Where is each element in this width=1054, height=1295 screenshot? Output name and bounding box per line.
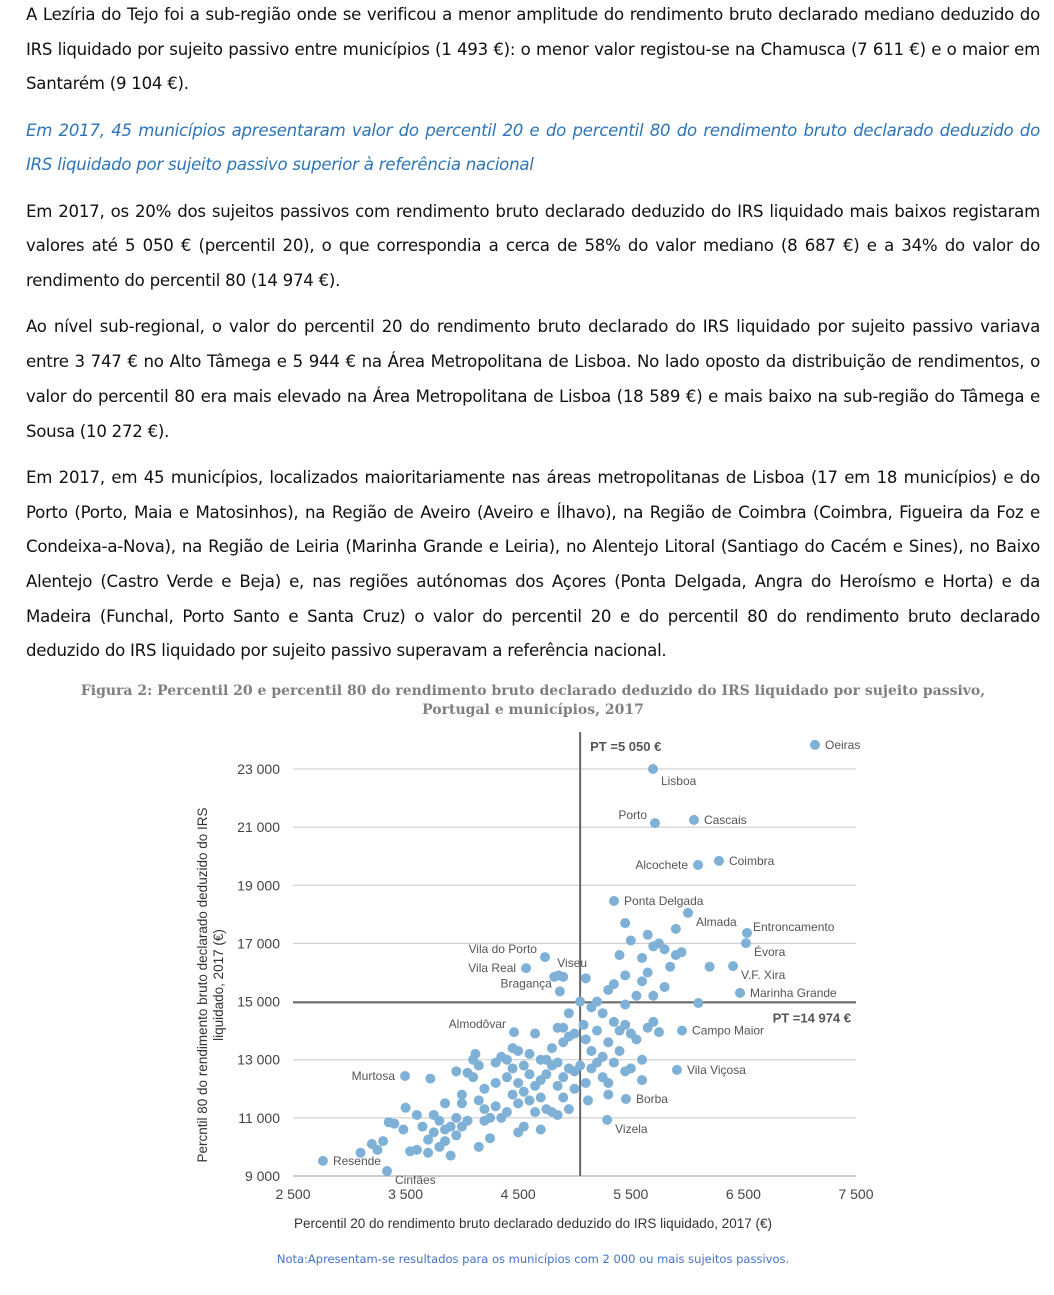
y-tick-label: 17 000 (237, 935, 280, 952)
data-point (609, 1058, 619, 1068)
data-point (592, 997, 602, 1007)
data-point (491, 1058, 501, 1068)
data-point (575, 1061, 585, 1071)
data-point (553, 1023, 563, 1033)
data-point (434, 1116, 444, 1126)
data-point (485, 1113, 495, 1123)
data-point-vizela (602, 1115, 612, 1125)
paragraph: Ao nível sub-regional, o valor do percentil 20 do rendimento bruto declarado do IRS liquidado por sujeito passivo variava entre 3 747 € no Alto Tâmega e 5 944 € na Área Metropolitana de Lisboa. No lado oposto da distribuição de rendimentos, o valor do percentil 80 era mais elevado na Área Metropolitana de Lisboa (18 589 €) e mais baixo na sub-região do Tâmega e Sousa (10 272 €). (26, 317, 1040, 441)
y-tick-label: 11 000 (238, 1109, 280, 1126)
data-point (451, 1066, 461, 1076)
data-point (586, 1046, 596, 1056)
point-label: Vizela (615, 1121, 648, 1136)
data-point (643, 930, 653, 940)
reference-x-label: PT =5 050 € (590, 739, 662, 754)
data-point-almod-var (509, 1027, 519, 1037)
point-label: Cinfães (395, 1173, 436, 1188)
data-point-vila-do-porto (540, 952, 550, 962)
data-point (541, 1055, 551, 1065)
point-label: Viseu (557, 955, 588, 970)
data-point (530, 1029, 540, 1039)
data-point (541, 1069, 551, 1079)
data-point (425, 1074, 435, 1084)
figure-note: Nota:Apresentam-se resultados para os municípios com 2 000 ou mais sujeitos passivos. (276, 1252, 790, 1266)
data-point (609, 1017, 619, 1027)
data-point (524, 1069, 534, 1079)
y-axis-title-line-1: Percntil 80 do rendimento bruto declarado deduzido do IRS (195, 807, 210, 1163)
data-point (581, 973, 591, 983)
data-point (423, 1148, 433, 1158)
x-tick-label: 4 500 (500, 1186, 536, 1202)
data-point (637, 1055, 647, 1065)
data-point (491, 1078, 501, 1088)
point-label: Coimbra (728, 853, 775, 868)
point-label: Murtosa (351, 1068, 396, 1083)
point-label: Oeiras (825, 737, 861, 752)
data-point-bragan-a (555, 986, 565, 996)
data-point (474, 1095, 484, 1105)
data-point-marinha-grande (735, 988, 745, 998)
y-tick-label: 15 000 (237, 993, 280, 1010)
data-point (570, 1084, 580, 1094)
data-point (524, 1049, 534, 1059)
data-point (553, 1110, 563, 1120)
data-point (637, 976, 647, 986)
data-point-cascais (689, 815, 699, 825)
data-point (648, 991, 658, 1001)
caption-line-1: Figura 2: Percentil 20 e percentil 80 do rendimento bruto declarado deduzido do IRS liquidado por sujeito passivo, (80, 683, 986, 699)
data-point-alcochete (693, 860, 703, 870)
data-point (643, 968, 653, 978)
data-point-lisboa (648, 764, 658, 774)
data-point (412, 1145, 422, 1155)
data-point (508, 1090, 518, 1100)
data-point (637, 1075, 647, 1085)
data-point (615, 950, 625, 960)
data-point (479, 1104, 489, 1114)
data-point (474, 1142, 484, 1152)
point-label: Vila Real (468, 961, 517, 976)
data-point (547, 1043, 557, 1053)
caption-line-2: Portugal e municípios, 2017 (422, 702, 644, 718)
data-point (463, 1116, 473, 1126)
data-point (631, 991, 641, 1001)
data-point (620, 999, 630, 1009)
data-point-entroncamento (742, 928, 752, 938)
data-point (564, 1104, 574, 1114)
data-point (581, 1078, 591, 1088)
x-tick-label: 6 500 (725, 1186, 761, 1202)
point-label: Alcochete (635, 857, 689, 872)
point-label: Évora (753, 945, 786, 960)
data-point (581, 1034, 591, 1044)
data-point (502, 1107, 512, 1117)
data-point-almada (683, 908, 693, 918)
data-point (530, 1107, 540, 1117)
point-label: Almodôvar (448, 1017, 507, 1032)
data-point--vora (741, 938, 751, 948)
data-point (502, 1055, 512, 1065)
point-label: Porto (618, 808, 648, 823)
data-point (615, 1046, 625, 1056)
y-tick-label: 23 000 (237, 761, 280, 778)
data-point-cinf-es (382, 1166, 392, 1176)
data-point (508, 1063, 518, 1073)
data-point-borba (621, 1094, 631, 1104)
point-label: Almada (696, 914, 737, 929)
data-point (609, 979, 619, 989)
reference-y-label: PT =14 974 € (772, 1010, 851, 1026)
data-point (440, 1136, 450, 1146)
data-point-v-f-xira (728, 961, 738, 971)
data-point (446, 1151, 456, 1161)
paragraph: Em 2017, em 45 municípios, localizados maioritariamente nas áreas metropolitanas de Lisboa (17 em 18 municípios) e do Porto (Porto, Maia e Matosinhos), na Região de Aveiro (Aveiro e Ílhavo), na Região de Coimbra (Coimbra, Figueira da Foz e Condeixa-a-Nova), na Região de Leiria (Marinha Grande e Leiria), no Alentejo Litoral (Santiago do Cacém e Sines), no Baixo Alentejo (Castro Verde e Beja) e, nas regiões autónomas dos Açores (Ponta Delgada, Angra do Heroísmo e Horta) e da Madeira (Funchal, Porto Santo e Santa Cruz) o valor do percentil 20 e do percentil 80 do rendimento bruto declarado deduzido do IRS liquidado por sujeito passivo superavam a referência nacional. (26, 467, 1040, 661)
data-point (558, 1093, 568, 1103)
data-point (513, 1098, 523, 1108)
data-point-ponta-delgada (609, 896, 619, 906)
data-point (446, 1122, 456, 1132)
data-point (513, 1046, 523, 1056)
data-point (583, 1095, 593, 1105)
data-point (693, 998, 703, 1008)
point-label: Lisboa (660, 774, 697, 789)
point-label: Vila Viçosa (686, 1062, 746, 1077)
data-point (631, 1034, 641, 1044)
data-point-resende (318, 1156, 328, 1166)
point-label: Resende (332, 1153, 381, 1168)
data-point (579, 1020, 589, 1030)
x-tick-label: 3 500 (388, 1186, 424, 1202)
data-point (417, 1122, 427, 1132)
data-point (553, 1058, 563, 1068)
y-axis-title-line-2: liquidado, 2017 (€) (211, 929, 226, 1041)
data-point-murtosa (400, 1071, 410, 1081)
point-label: Marinha Grande (750, 985, 837, 1000)
data-point (575, 997, 585, 1007)
data-point (502, 1072, 512, 1082)
point-label: Campo Maior (692, 1023, 765, 1038)
data-point (654, 1027, 664, 1037)
data-point (570, 1029, 580, 1039)
data-point (457, 1090, 467, 1100)
data-point-campo-maior (677, 1026, 687, 1036)
section-heading: Em 2017, 45 municípios apresentaram valor do percentil 20 e do percentil 80 do rendimento bruto declarado deduzido do IRS liquidado por sujeito passivo superior à referência nacional (26, 120, 1040, 175)
data-point (660, 944, 670, 954)
point-label: V.F. Xira (741, 968, 786, 983)
data-point (524, 1095, 534, 1105)
data-point (474, 1061, 484, 1071)
x-axis-title: Percentil 20 do rendimento bruto declarado deduzido do IRS liquidado, 2017 (€) (293, 1216, 773, 1231)
y-tick-label: 19 000 (237, 877, 280, 894)
x-tick-label: 2 500 (275, 1186, 311, 1202)
x-tick-label: 5 500 (613, 1186, 649, 1202)
x-tick-label: 7 500 (838, 1186, 874, 1202)
point-label: Entroncamento (753, 919, 835, 934)
data-point (603, 1078, 613, 1088)
data-point (660, 982, 670, 992)
data-point (620, 1020, 630, 1030)
data-point (598, 1052, 608, 1062)
point-label: Ponta Delgada (624, 893, 704, 908)
data-point (468, 1072, 478, 1082)
data-point (626, 936, 636, 946)
data-point (440, 1098, 450, 1108)
data-point (558, 1072, 568, 1082)
data-point-oeiras (810, 740, 820, 750)
data-point (485, 1133, 495, 1143)
data-point-vila-vi-osa (672, 1065, 682, 1075)
data-point-viseu (558, 972, 568, 982)
data-point (479, 1084, 489, 1094)
data-point (564, 1008, 574, 1018)
y-tick-label: 9 000 (244, 1168, 280, 1184)
data-point (536, 1093, 546, 1103)
data-point (470, 1049, 480, 1059)
data-point (676, 947, 686, 957)
data-point (451, 1130, 461, 1140)
data-point (553, 1081, 563, 1091)
data-point (513, 1078, 523, 1088)
paragraph: Em 2017, os 20% dos sujeitos passivos com rendimento bruto declarado deduzido do IRS liquidado mais baixos registaram valores até 5 050 € (percentil 20), o que correspondia a cerca de 58% do valor mediano (8 687 €) e a 34% do valor do rendimento do percentil 80 (14 974 €). (26, 201, 1040, 291)
paragraph: A Lezíria do Tejo foi a sub-região onde se verificou a menor amplitude do rendimento bruto declarado mediano deduzido do IRS liquidado por sujeito passivo entre municípios (1 493 €): o menor valor registou-se na Chamusca (7 611 €) e o maior em Santarém (9 104 €). (26, 5, 1040, 94)
data-point (626, 1063, 636, 1073)
data-point (536, 1124, 546, 1134)
data-point (603, 1037, 613, 1047)
data-point (401, 1103, 411, 1113)
data-point (671, 924, 681, 934)
data-point (598, 1008, 608, 1018)
data-point (705, 962, 715, 972)
data-point (389, 1119, 399, 1129)
data-point-porto (650, 818, 660, 828)
data-point (378, 1136, 388, 1146)
data-point (519, 1122, 529, 1132)
data-point (592, 1026, 602, 1036)
y-tick-label: 13 000 (237, 1051, 280, 1068)
y-tick-label: 21 000 (237, 819, 280, 836)
data-point (637, 953, 647, 963)
data-point (451, 1113, 461, 1123)
data-point (491, 1101, 501, 1111)
data-point (603, 1090, 613, 1100)
data-point (648, 1017, 658, 1027)
point-label: Vila do Porto (468, 942, 537, 957)
point-label: Bragança (500, 976, 552, 991)
data-point (665, 962, 675, 972)
data-point-coimbra (714, 856, 724, 866)
data-point (398, 1124, 408, 1134)
data-point (519, 1087, 529, 1097)
data-point (519, 1061, 529, 1071)
data-point (620, 970, 630, 980)
data-point-vila-real (521, 963, 531, 973)
data-point (412, 1110, 422, 1120)
data-point (620, 918, 630, 928)
point-label: Borba (635, 1091, 668, 1106)
point-label: Cascais (703, 812, 747, 827)
data-point (429, 1127, 439, 1137)
data-point (457, 1098, 467, 1108)
